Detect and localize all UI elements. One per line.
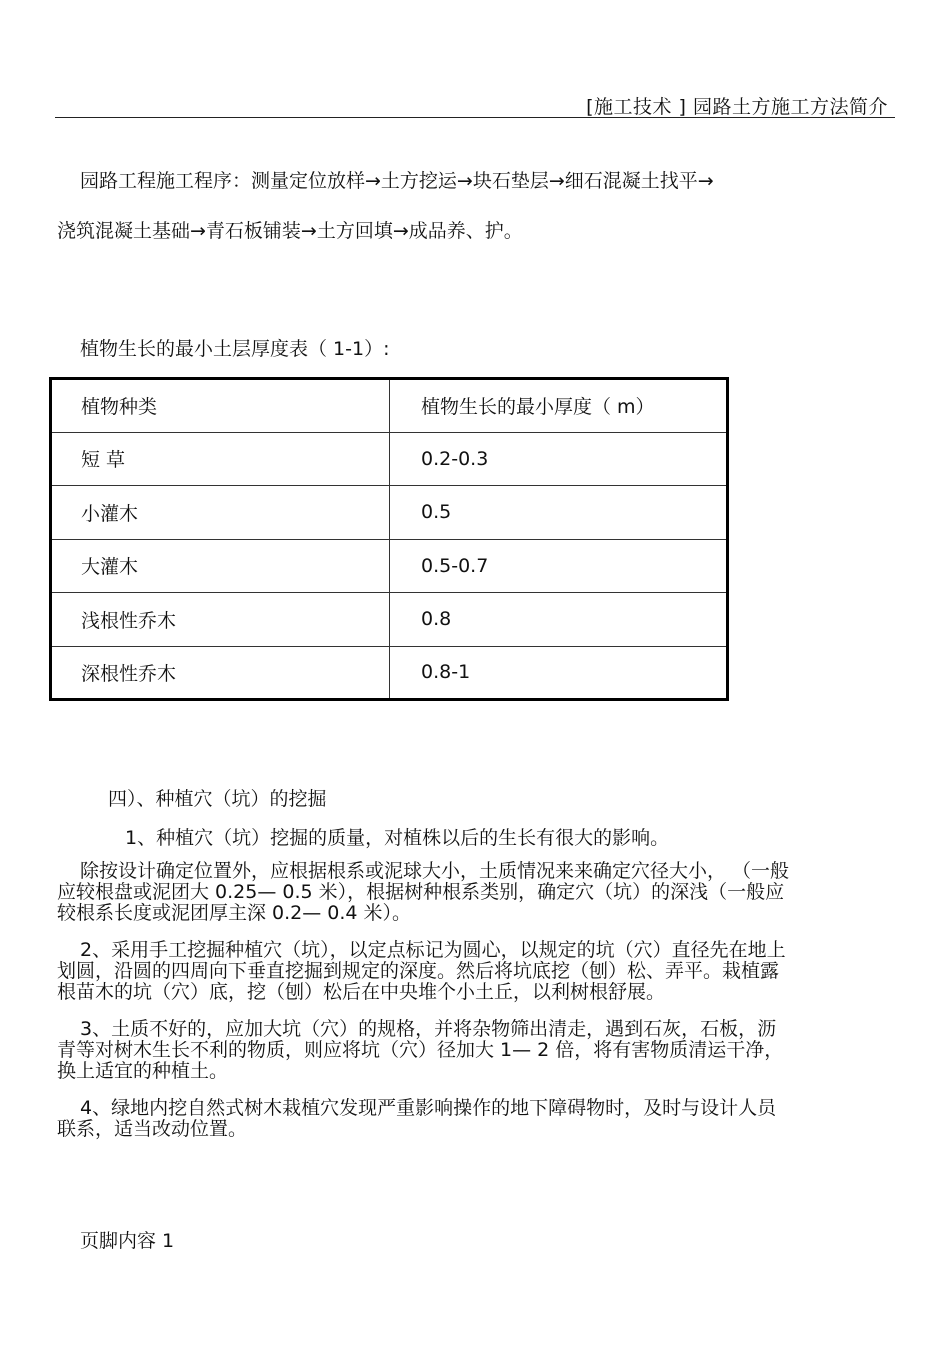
plant-type-cell: 浅根性乔木 <box>51 593 390 647</box>
para4-line-2: 联系，适当改动位置。 <box>57 1118 248 1140</box>
para4-line-1: 4、绿地内挖自然式树木栽植穴发现严重影响操作的地下障碍物时，及时与设计人员 <box>80 1097 777 1119</box>
para1-line-3: 较根系长度或泥团厚主深 0.2— 0.4 米）。 <box>57 902 412 924</box>
para2-line-2: 划圆，沿圆的四周向下垂直挖掘到规定的深度。然后将坑底挖（刨）松、弄平。栽植露 <box>57 960 780 982</box>
para2-line-3: 根苗木的坑（穴）底，挖（刨）松后在中央堆个小土丘，以利树根舒展。 <box>57 981 666 1003</box>
thickness-cell: 0.8-1 <box>390 646 728 700</box>
section-title: 四）、种植穴（坑）的挖掘 <box>108 788 327 810</box>
plant-type-cell: 小灌木 <box>51 486 390 540</box>
para3-line-1: 3、土质不好的，应加大坑（穴）的规格，并将杂物筛出清走，遇到石灰，石板，沥 <box>80 1018 777 1040</box>
table-row <box>51 432 728 486</box>
table-row <box>51 539 728 593</box>
header-divider <box>55 117 895 118</box>
thickness-cell: 0.5 <box>390 486 728 540</box>
page-header: [施工技术 ] 园路土方施工方法简介 <box>586 96 888 118</box>
para2-line-1: 2、采用手工挖掘种植穴（坑），以定点标记为圆心，以规定的坑（穴）直径先在地上 <box>80 939 786 961</box>
table-header-cell: 植物种类 <box>51 379 390 433</box>
plant-type-cell: 深根性乔木 <box>51 646 390 700</box>
table-header-cell: 植物生长的最小厚度（ m） <box>390 379 728 433</box>
soil-thickness-table <box>49 377 729 701</box>
page-footer: 页脚内容 1 <box>80 1230 175 1252</box>
intro-line-1: 园路工程施工程序：测量定位放样→土方挖运→块石垫层→细石混凝土找平→ <box>80 170 714 192</box>
section-item-1: 1、种植穴（坑）挖掘的质量，对植株以后的生长有很大的影响。 <box>125 827 670 849</box>
table-row <box>51 593 728 647</box>
table-row <box>51 486 728 540</box>
plant-type-cell: 大灌木 <box>51 539 390 593</box>
table-caption: 植物生长的最小土层厚度表（ 1-1）: <box>80 338 390 360</box>
table-row <box>51 646 728 700</box>
thickness-cell: 0.8 <box>390 593 728 647</box>
table-header-row <box>51 379 728 433</box>
intro-line-2: 浇筑混凝土基础→青石板铺装→土方回填→成品养、护。 <box>57 220 523 242</box>
para1-line-1: 除按设计确定位置外，应根据根系或泥球大小，土质情况来来确定穴径大小， （一般 <box>80 860 790 882</box>
para3-line-2: 青等对树木生长不利的物质，则应将坑（穴）径加大 1— 2 倍，将有害物质清运干净， <box>57 1039 784 1061</box>
thickness-cell: 0.5-0.7 <box>390 539 728 593</box>
plant-type-cell: 短 草 <box>51 432 390 486</box>
thickness-cell: 0.2-0.3 <box>390 432 728 486</box>
para1-line-2: 应较根盘或泥团大 0.25— 0.5 米），根据树种根系类别，确定穴（坑）的深浅（一般应 <box>57 881 785 903</box>
para3-line-3: 换上适宜的种植土。 <box>57 1060 229 1082</box>
